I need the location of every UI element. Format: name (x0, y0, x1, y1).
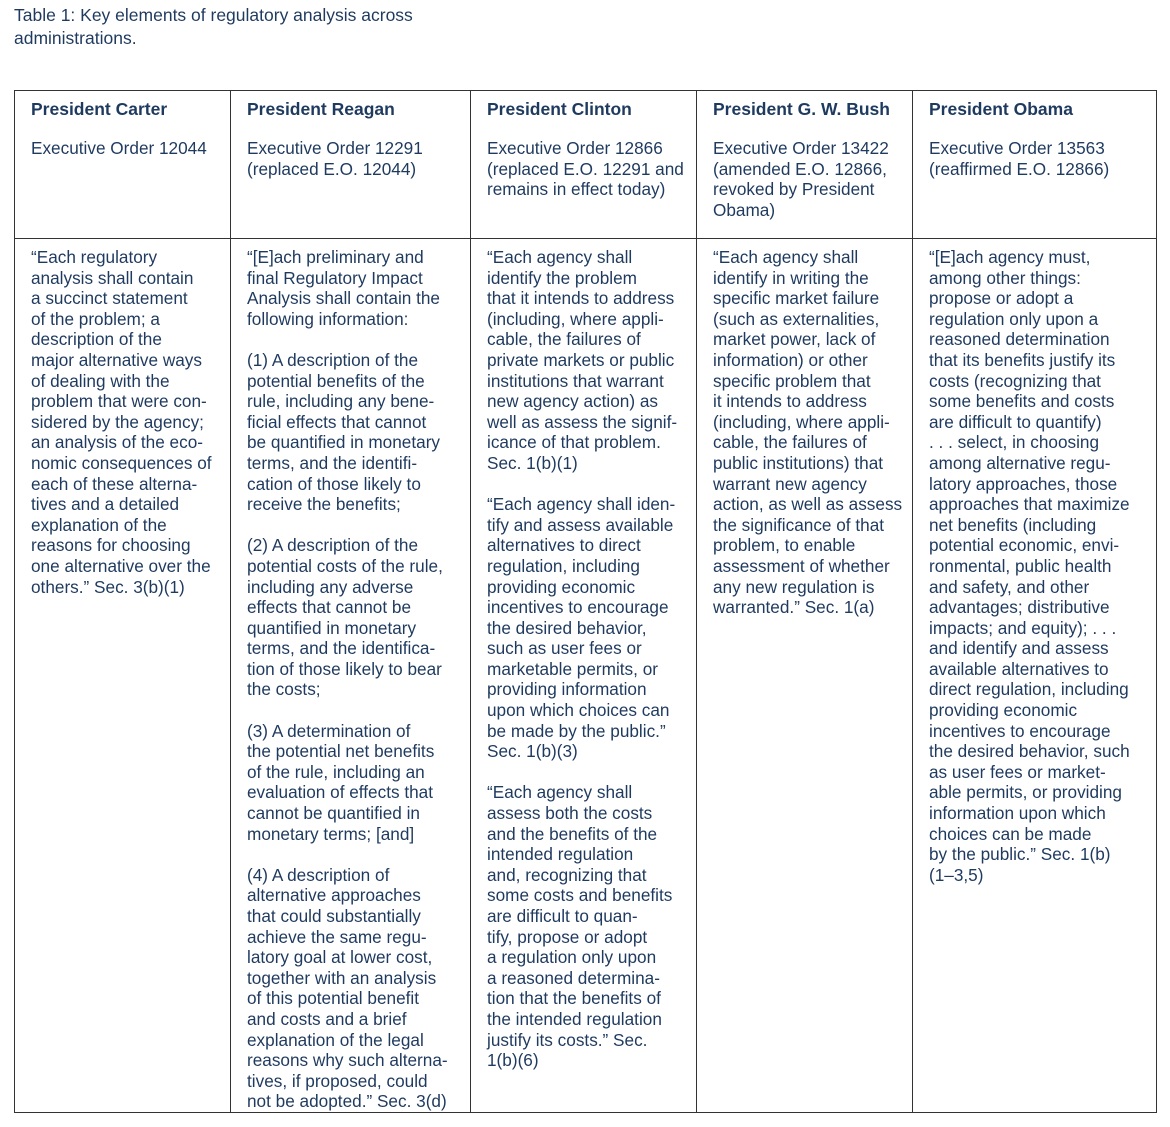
executive-order: Executive Order 12866 (replaced E.O. 12291 and remains in effect today) (487, 138, 684, 200)
body-cell-obama (913, 239, 1157, 1113)
president-name: President Clinton (487, 99, 632, 119)
body-cell-clinton (471, 239, 697, 1113)
executive-order: Executive Order 12291 (replaced E.O. 12044) (247, 138, 423, 179)
table-body-row (15, 239, 1157, 1113)
quote-paragraph: (2) A description of the potential costs of the rule, including any adverse effects that cannot be quantified in monetary terms, and the identifica- tion of those likely to bear the costs; (247, 535, 443, 700)
regulatory-analysis-table (14, 90, 1157, 1113)
quote-paragraph: “Each agency shall assess both the costs and the benefits of the intended regulation and, recognizing that some costs and benefits are difficult to quan- tify, propose or adopt a regulation only upon a reasoned determina- tion that the benefits of the intended regulation justify its costs.” Sec. 1(b)(6) (487, 782, 673, 1071)
header-cell-reagan (231, 91, 471, 239)
body-cell-reagan (231, 239, 471, 1113)
body-cell-bush (697, 239, 913, 1113)
quote-paragraph: “Each agency shall iden- tify and assess available alternatives to direct regulation, including providing economic incentives to encourage the desired behavior, such as user fees or marketable permits, or providing information upon which choices can be made by the public.” Sec. 1(b)(3) (487, 494, 676, 762)
executive-order: Executive Order 13563 (reaffirmed E.O. 12866) (929, 138, 1110, 179)
table-caption: Table 1: Key elements of regulatory analysis across administrations. (14, 5, 413, 48)
quote-paragraph: “[E]ach agency must, among other things: propose or adopt a regulation only upon a reasoned determination that its benefits justify its costs (recognizing that some benefits and costs are difficult to quantify) . . . select, in choosing among alternative regu- latory approaches, those approaches that maximize net benefits (including potential economic, envi- ronmental, public health and safety, and other advantages; distributive impacts; and equity); . . . and identify and assess available alternatives to direct regulation, including providing economic incentives to encourage the desired behavior, such as user fees or market- able permits, or providing information upon which choices can be made by the public.” Sec. 1(b) (1–3,5) (929, 247, 1130, 885)
president-name: President Carter (31, 99, 168, 119)
quote-paragraph: (1) A description of the potential benefits of the rule, including any bene- ficial effects that cannot be quantified in monetary terms, and the identifi- cation of those likely to receive the benefits; (247, 349, 441, 515)
table-header-row (15, 91, 1157, 239)
quote-paragraph: (3) A determination of the potential net benefits of the rule, including an evaluation of effects that cannot be quantified in monetary terms; [and] (247, 720, 435, 844)
quote-paragraph: “[E]ach preliminary and final Regulatory Impact Analysis shall contain the following information: (247, 247, 440, 329)
quote-paragraph: “Each agency shall identify in writing the specific market failure (such as externalities, market power, lack of information) or other specific problem that it intends to address (including, where appli- cable, the failures of public institutions) that warrant new agency action, as well as assess the significance of that problem, to enable assessment of whether any new regulation is warranted.” Sec. 1(a) (713, 247, 903, 618)
quote-paragraph: (4) A description of alternative approaches that could substantially achieve the same regu- latory goal at lower cost, together with an analysis of this potential benefit and costs and a brief explanation of the legal reasons why such alterna- tives, if proposed, could not be adopted.” Sec. 3(d) (247, 864, 448, 1112)
header-cell-carter (15, 91, 231, 239)
quote-paragraph: “Each regulatory analysis shall contain a succinct statement of the problem; a description of the major alternative ways of dealing with the problem that were con- sidered by the agency; an analysis of the eco- nomic consequences of each of these alterna- tives and a detailed explanation of the reasons for choosing one alternative over the others.” Sec. 3(b)(1) (31, 247, 212, 597)
president-name: President Reagan (247, 99, 395, 119)
header-cell-clinton (471, 91, 697, 239)
header-cell-obama (913, 91, 1157, 239)
executive-order: Executive Order 12044 (31, 138, 207, 158)
header-cell-bush (697, 91, 913, 239)
executive-order: Executive Order 13422 (amended E.O. 12866, revoked by President Obama) (713, 138, 889, 220)
president-name: President Obama (929, 99, 1073, 119)
president-name: President G. W. Bush (713, 99, 890, 119)
quote-paragraph: “Each agency shall identify the problem that it intends to address (including, where appli- cable, the failures of private markets or public institutions that warrant new agency action) as well as assess the signif- icance of that problem. Sec. 1(b)(1) (487, 247, 678, 473)
body-cell-carter (15, 239, 231, 1113)
